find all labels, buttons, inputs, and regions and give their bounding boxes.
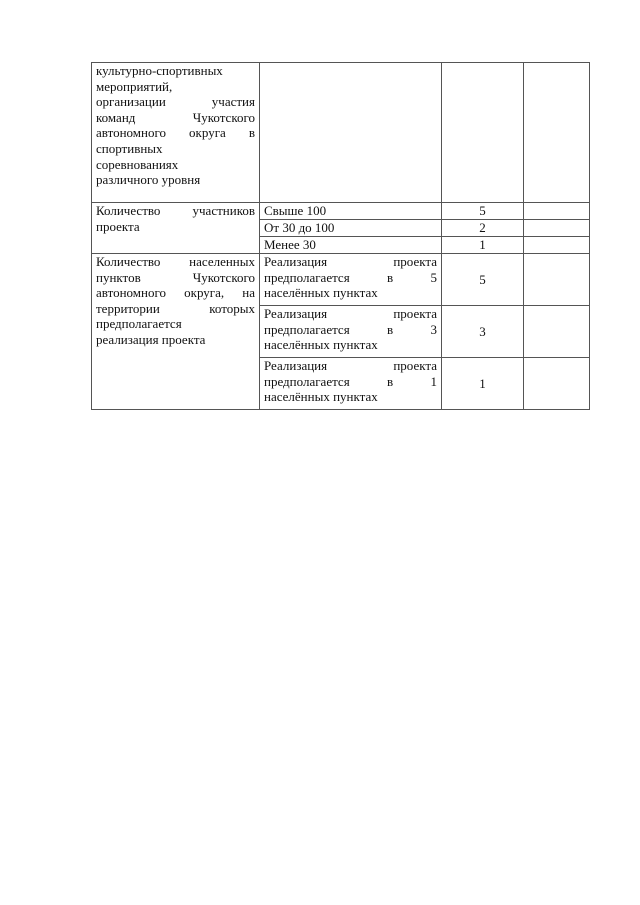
option-cell — [260, 254, 442, 306]
criterion-line: культурно-спортивных — [96, 63, 223, 78]
option-line: населённых пунктах — [264, 285, 378, 301]
extra-cell — [524, 358, 590, 410]
criterion-line: пунктов Чукотского — [96, 269, 255, 285]
extra-cell — [524, 237, 590, 254]
score-cell: 5 — [442, 254, 524, 306]
option-line: населённых пунктах — [264, 337, 378, 353]
score-cell: 3 — [442, 306, 524, 358]
option-cell — [260, 63, 442, 203]
criterion-line: проекта — [96, 218, 140, 234]
criterion-line: территории которых — [96, 300, 255, 316]
extra-cell — [524, 254, 590, 306]
criterion-line: спортивных — [96, 140, 163, 156]
extra-cell — [524, 63, 590, 203]
option-line: предполагается в 5 — [264, 269, 437, 285]
criterion-line: предполагается — [96, 316, 182, 332]
option-line: Реализация проекта — [264, 306, 437, 321]
criterion-cell — [92, 63, 260, 203]
criterion-line: автономного округа в — [96, 125, 255, 141]
criterion-line: Количество участников — [96, 203, 255, 218]
score-cell — [442, 63, 524, 203]
criterion-cell — [92, 203, 260, 254]
criterion-line: соревнованиях — [96, 156, 179, 172]
criterion-line: организации участия — [96, 94, 255, 110]
option-cell: Свыше 100 — [260, 203, 442, 220]
table-row — [92, 203, 590, 220]
criterion-line: реализация проекта — [96, 331, 206, 347]
criterion-line: Количество населенных — [96, 254, 255, 269]
option-line: населённых пунктах — [264, 389, 378, 405]
criterion-line: команд Чукотского — [96, 109, 255, 125]
extra-cell — [524, 203, 590, 220]
option-line: Реализация проекта — [264, 358, 437, 373]
score-cell: 1 — [442, 358, 524, 410]
table-row — [92, 63, 590, 203]
extra-cell — [524, 220, 590, 237]
table-row — [92, 254, 590, 306]
option-line: предполагается в 3 — [264, 321, 437, 337]
option-cell — [260, 358, 442, 410]
score-cell: 1 — [442, 237, 524, 254]
extra-cell — [524, 306, 590, 358]
option-cell — [260, 306, 442, 358]
criterion-line: автономного округа, на — [96, 285, 255, 301]
option-cell: Менее 30 — [260, 237, 442, 254]
criterion-line: мероприятий, — [96, 78, 173, 94]
option-line: Реализация проекта — [264, 254, 437, 269]
criterion-line: различного уровня — [96, 172, 201, 188]
option-line: предполагается в 1 — [264, 373, 437, 389]
criterion-cell — [92, 254, 260, 410]
score-cell: 2 — [442, 220, 524, 237]
score-cell: 5 — [442, 203, 524, 220]
criteria-table — [91, 62, 590, 410]
option-cell: От 30 до 100 — [260, 220, 442, 237]
